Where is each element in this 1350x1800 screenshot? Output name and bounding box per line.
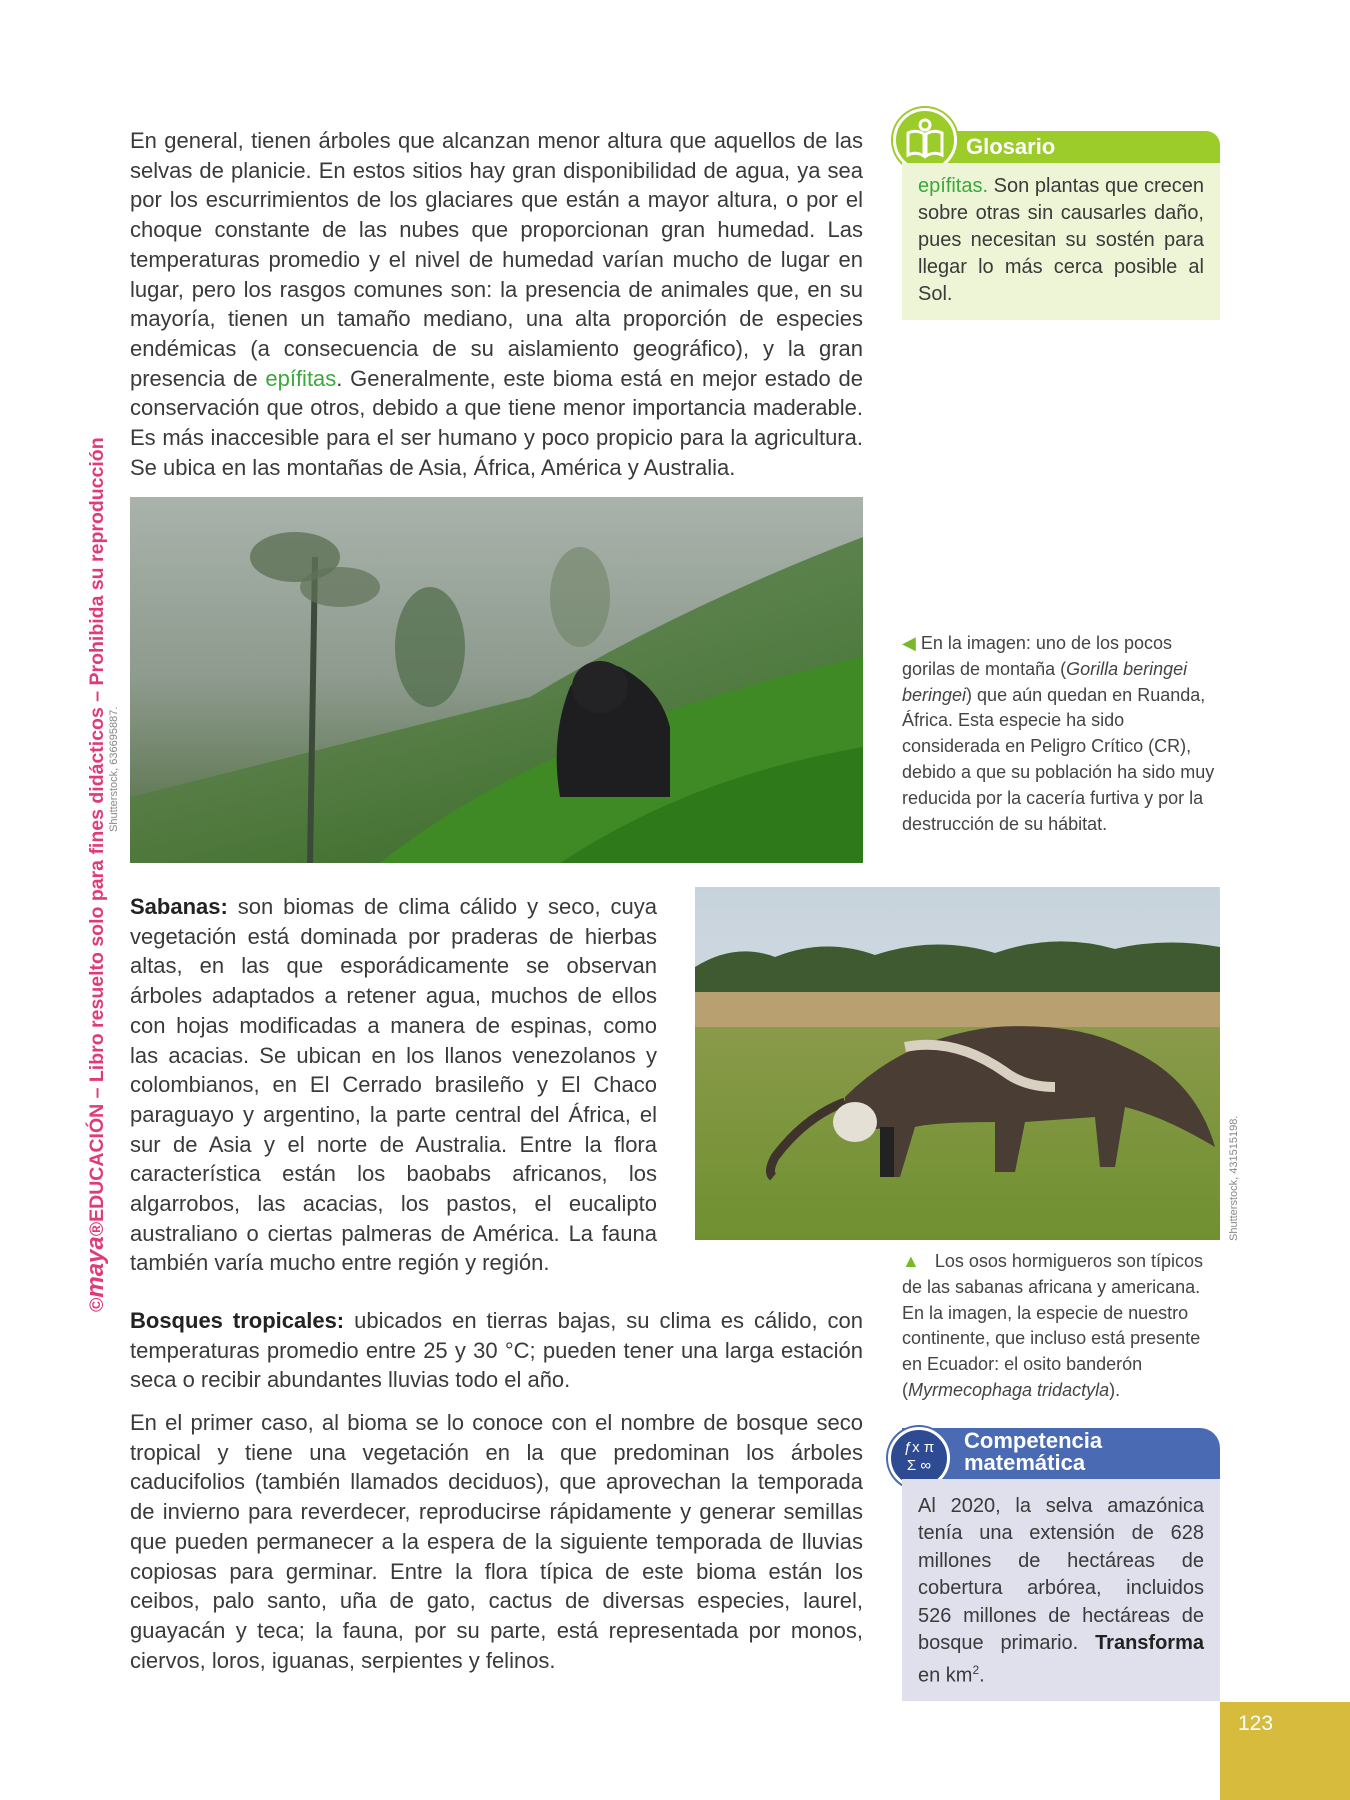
page-number-badge [1220, 1702, 1350, 1800]
anteater-photo [695, 887, 1220, 1240]
glossary-term: epífitas. [918, 175, 989, 197]
savannas-heading: Sabanas: [130, 894, 228, 919]
tropical-forests-paragraph: Bosques tropicales: ubicados en tierras bajas, su clima es cálido, con temperaturas promedio entre 25 y 30 °C; pueden tener una larga estación seca o recibir abundantes lluvias todo el año. [130, 1308, 864, 1393]
caption-arrow-up-icon: ▲ [902, 1251, 930, 1271]
caption-arrow-left-icon: ◀ [902, 633, 916, 653]
math-title-line2: matemática [964, 1450, 1086, 1475]
savannas-paragraph: Sabanas: son biomas de clima cálido y seco, cuya vegetación está dominada por praderas de hierbas altas, en las que esporádicamente se observan árboles adaptados a retener agua, muchos de ellos con hojas modificadas a manera de espinas, como las acacias. Se ubican en los llanos venezolanos y colombianos, en El Cerrado brasileño y El Chaco paraguayo y argentino, la parte central del África, el sur de Asia y el norte de Australia. Entre la flora característica están los baobabs africanos, los algarrobos, las acacias, los pastos, el eucalipto australiano o ciertas palmeras de América. La fauna también varía mucho entre región y región. [130, 894, 657, 1276]
gorilla-photo [130, 497, 863, 863]
transforma-action: Transforma [1095, 1632, 1204, 1655]
tropical-forests-heading: Bosques tropicales: [130, 1308, 345, 1333]
epifitas-term[interactable]: epífitas [265, 365, 337, 391]
glossary-title: Glosario [966, 134, 1056, 159]
maya-logo: maya [82, 1236, 109, 1298]
intro-paragraph: En general, tienen árboles que alcanzan menor altura que aquellos de las selvas de planicie. En estos sitios hay gran disponibilidad de agua, ya sea por los escurrimientos de los glaciares que están a mayor altura, o por el choque constante de las nubes que proporcionan gran humedad. Las temperaturas promedio y el nivel de humedad varían mucho de lugar en lugar, pero los rasgos comunes son: la presencia de animales que, en su mayoría, tienen un tamaño mediano, una alta proporción de especies endémicas (a consecuencia de su aislamiento geográfico), y la gran presencia de epífitas. Generalmente, este bioma está en mejor estado de conservación que otros, debido a que tiene menor importancia maderable. Es más inaccesible para el ser humano y poco propicio para la agricultura. Se ubica en las montañas de Asia, África, América y Australia. [130, 128, 863, 480]
math-body: Al 2020, la selva amazónica tenía una extensión de 628 millones de hectáreas de cobertura arbórea, incluidos 526 millones de hectáreas de bosque primario. Transforma en $km^2$. [902, 1479, 1220, 1701]
glossary-body: epífitas. Son plantas que crecen sobre otras sin causarles daño, pues necesitan su sostén para llegar lo más cerca posible al Sol. [902, 163, 1220, 320]
anteater-caption: ▲ Los osos hormigueros son típicos de las sabanas africana y americana. En la imagen, la especie de nuestro continente, que incluso está presente en Ecuador: el osito banderón (Myrmecophaga tridactyla). [902, 1251, 1203, 1400]
math-symbols-icon: ƒx π Σ ∞ [888, 1427, 950, 1489]
gorilla-photo-credit: Shutterstock, 636695887. [108, 706, 120, 832]
dry-forest-paragraph: En el primer caso, al bioma se lo conoce con el nombre de bosque seco tropical y tiene una vegetación en la que predominan los árboles caducifolios (también llamados deciduos), que aprovechan la temporada de invierno para reverdecer, reproducirse rápidamente y generar semillas que pueden permanecer a la espera de la siguiente temporada de lluvias copiosas para germinar. Entre la flora típica de este bioma están los ceibos, palo santo, uña de gato, cactus de diversas especies, laurel, guayacán y teca; la fauna, por su parte, está representada por monos, ciervos, loros, iguanas, serpientes y felinos. [130, 1410, 863, 1673]
anteater-photo-credit: Shutterstock, 431515198. [1228, 1115, 1240, 1241]
side-copyright-text: ©maya®EDUCACIÓN – Libro resuelto solo para fines didácticos – Prohibida su reproducción [82, 437, 109, 1312]
math-title-line1: Competencia [964, 1428, 1103, 1453]
page-number: 123 [1238, 1712, 1274, 1735]
gorilla-caption: ◀ En la imagen: uno de los pocos gorilas de montaña (Gorilla beringei beringei) que aún quedan en Ruanda, África. Esta especie ha sido considerada en Peligro Crítico (CR), debido a que su población ha sido muy reducida por la cacería furtiva y por la destrucción de su hábitat. [902, 633, 1215, 834]
